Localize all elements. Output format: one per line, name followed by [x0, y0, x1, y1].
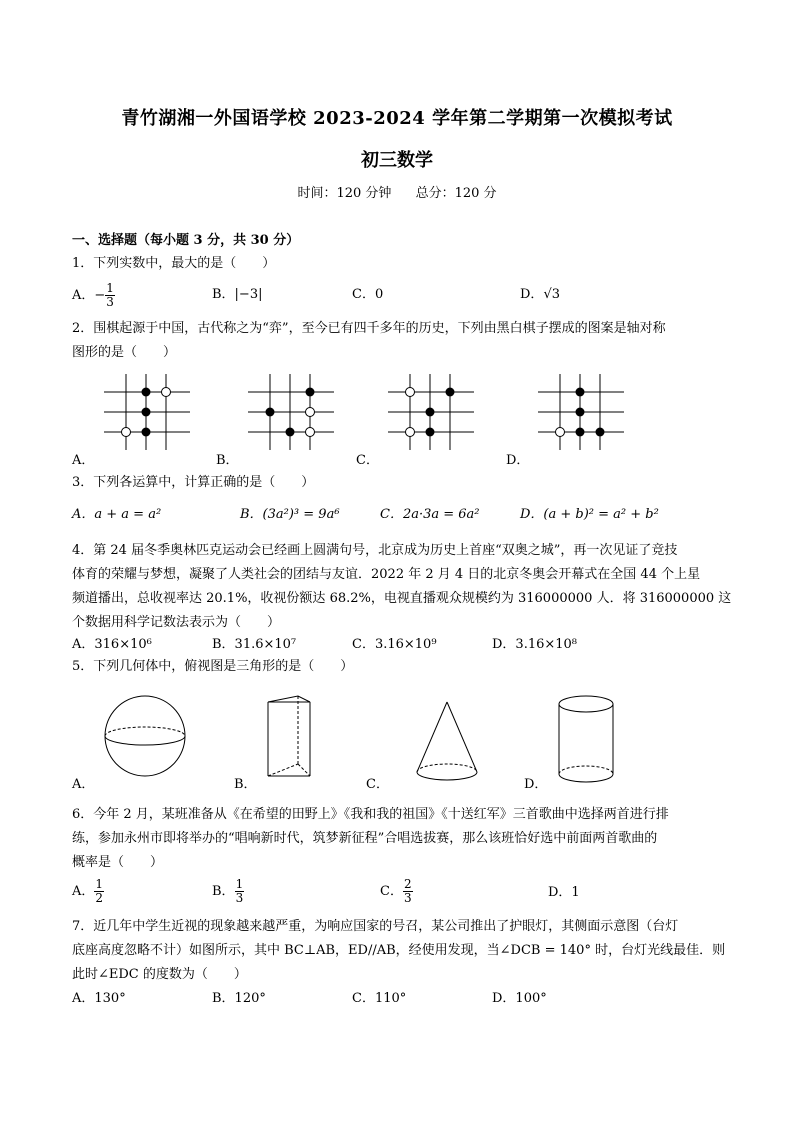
q6-option-d: D．1	[548, 885, 580, 900]
exam-subtitle: 初三数学	[361, 150, 433, 171]
q2-option-d: D．	[506, 453, 530, 468]
q6-a-num: 1	[95, 877, 104, 891]
q6-a-fraction	[94, 878, 104, 905]
q5-option-b: B．	[234, 777, 257, 792]
q1-a-label: A．	[72, 288, 95, 303]
q6-c-num: 2	[403, 877, 412, 891]
q2-option-c: C．	[356, 453, 379, 468]
go-board-b-icon	[248, 374, 334, 450]
q6-b-den: 3	[235, 891, 244, 905]
q7-option-c: C．110°	[352, 991, 407, 1006]
q7-stem-line1: 7．近几年中学生近视的现象越来越严重，为响应国家的号召，某公司推出了护眼灯，其侧面示意图（台灯	[72, 919, 679, 934]
q1-a-num: 1	[106, 281, 114, 295]
q7-stem-line2: 底座高度忽略不计）如图所示，其中 BC⊥AB，ED//AB，经使用发现，当∠DCB = 140° 时，台灯光线最佳．则	[72, 943, 726, 958]
q4-option-d: D．3.16×10⁸	[492, 637, 578, 652]
q6-option-a	[72, 878, 104, 905]
cone-icon	[412, 700, 484, 786]
q5-option-d: D．	[524, 777, 548, 792]
go-board-c-icon	[388, 374, 474, 450]
q3-stem: 3．下列各运算中，计算正确的是（ ）	[72, 475, 315, 490]
q6-a-den: 2	[95, 891, 104, 905]
q1-option-b: B．|−3|	[212, 287, 263, 302]
q5-stem: 5．下列几何体中，俯视图是三角形的是（ ）	[72, 659, 354, 674]
q7-option-d: D．100°	[492, 991, 547, 1006]
q6-c-den: 3	[403, 891, 412, 905]
q6-stem-line3: 概率是（ ）	[72, 855, 164, 870]
q6-b-num: 1	[235, 877, 244, 891]
q3-option-c: C．2a·3a = 6a²	[380, 507, 480, 522]
q1-d-label: D．	[520, 287, 544, 302]
q1-a-den: 3	[106, 295, 114, 309]
go-board-d-icon	[538, 374, 624, 450]
q4-option-c: C．3.16×10⁹	[352, 637, 437, 652]
cylinder-icon	[556, 694, 620, 786]
q2-stem-line2: 图形的是（ ）	[72, 345, 177, 360]
q6-c-fraction	[403, 878, 413, 905]
q3-option-a: A．a + a = a²	[72, 507, 162, 522]
q1-option-c: C．0	[352, 287, 384, 302]
q2-option-b: B．	[216, 453, 239, 468]
q5-option-c: C．	[366, 777, 389, 792]
q7-option-a: A．130°	[72, 991, 126, 1006]
q2-option-a: A．	[72, 453, 95, 468]
q4-stem-line2: 体育的荣耀与梦想，凝聚了人类社会的团结与友谊．2022 年 2 月 4 日的北京冬奥会开幕式在全国 44 个上星	[72, 567, 701, 582]
q5-option-a: A．	[72, 777, 95, 792]
q1-stem: 1．下列实数中，最大的是（ ）	[72, 256, 276, 271]
q6-stem-line2: 练，参加永州市即将举办的“唱响新时代，筑梦新征程”合唱选拔赛，那么该班恰好选中前面两首歌曲的	[72, 831, 658, 846]
q4-option-a: A．316×10⁶	[72, 637, 152, 652]
exam-time: 时间：120 分钟	[297, 186, 392, 201]
q1-a-sign: −	[94, 288, 106, 303]
q2-stem-line1: 2．围棋起源于中国，古代称之为“弈”，至今已有四千多年的历史，下列由黑白棋子摆成的图案是轴对称	[72, 321, 666, 336]
exam-score: 总分：120 分	[415, 186, 497, 201]
q6-b-label: B．	[212, 884, 235, 899]
exam-meta	[0, 182, 794, 201]
q3-option-b: B．(3a²)³ = 9a⁶	[240, 507, 340, 522]
q1-d-value: √3	[543, 287, 560, 302]
q6-c-label: C．	[380, 884, 403, 899]
q4-stem-line4: 个数据用科学记数法表示为（ ）	[72, 615, 281, 630]
q6-stem-line1: 6．今年 2 月，某班准备从《在希望的田野上》《我和我的祖国》《十送红军》三首歌曲中选择两首进行排	[72, 807, 669, 822]
q7-option-b: B．120°	[212, 991, 266, 1006]
sphere-icon	[104, 692, 188, 782]
q1-option-a	[72, 282, 115, 309]
q4-stem-line3: 频道播出，总收视率达 20.1%，收视份额达 68.2%，电视直播观众规模约为 316000000 人．将 316000000 这	[72, 591, 732, 606]
q1-a-fraction	[105, 282, 115, 309]
q6-option-b	[212, 878, 244, 905]
q4-stem-line1: 4．第 24 届冬季奥林匹克运动会已经画上圆满句号，北京成为历史上首座“双奥之城”，再一次见证了竞技	[72, 543, 678, 558]
q4-option-b: B．31.6×10⁷	[212, 637, 297, 652]
q1-option-d	[520, 286, 560, 304]
q7-stem-line3: 此时∠EDC 的度数为（ ）	[72, 967, 247, 982]
q6-option-c	[380, 878, 413, 905]
section-heading: 一、选择题（每小题 3 分，共 30 分）	[72, 233, 300, 248]
triangular-prism-icon	[262, 692, 322, 782]
q6-b-fraction	[235, 878, 245, 905]
q3-option-d: D．(a + b)² = a² + b²	[520, 507, 659, 522]
go-board-a-icon	[104, 374, 190, 450]
exam-title: 青竹湖湘一外国语学校 2023-2024 学年第二学期第一次模拟考试	[121, 108, 673, 129]
q6-a-label: A．	[72, 884, 95, 899]
